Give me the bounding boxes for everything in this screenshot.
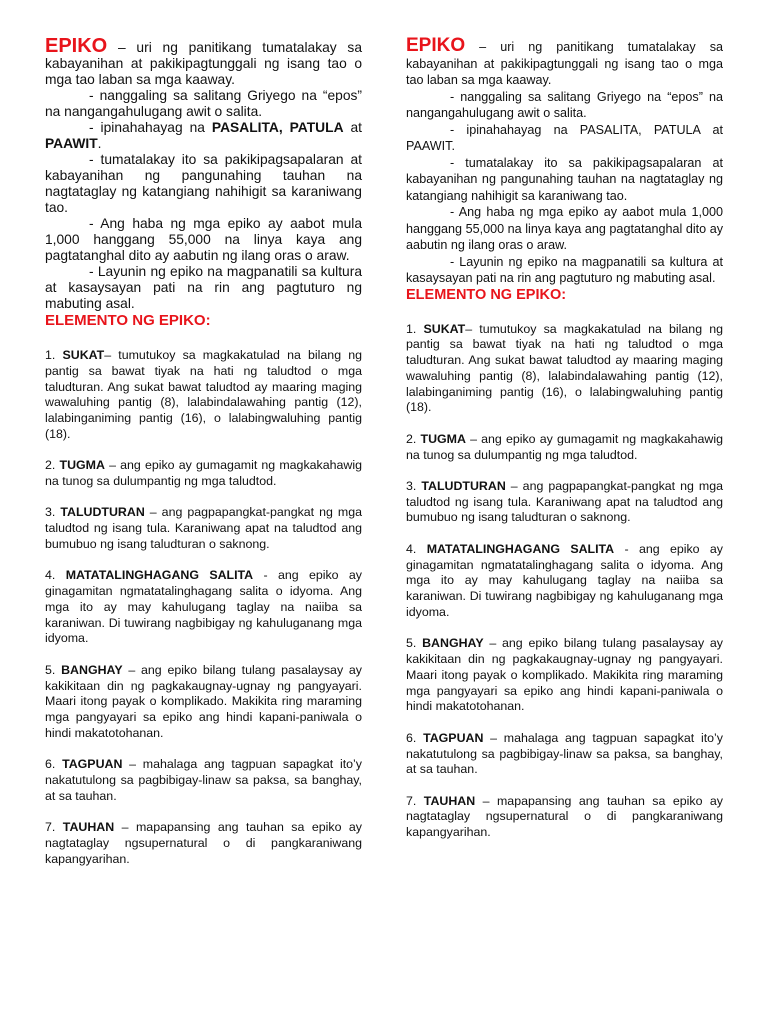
elements-list	[406, 322, 723, 842]
element-item-matatalinghagang-salita	[45, 568, 362, 647]
element-item-tagpuan	[45, 757, 362, 804]
element-term: TALUDTURAN	[421, 478, 506, 493]
element-number: 6.	[45, 757, 63, 772]
element-term: TAUHAN	[62, 820, 115, 835]
element-number: 5.	[45, 662, 62, 677]
element-number: 7.	[45, 820, 63, 835]
element-term: MATATALINGHAGANG SALITA	[65, 568, 254, 583]
element-number: 4.	[45, 568, 66, 583]
elements-heading: ELEMENTO NG EPIKO:	[406, 286, 567, 303]
epiko-definition-text: – uri ng panitikang tumatalakay sa kabayanihan at pakikipagtunggali ng isang tao o mga tao laban sa mga kaaway.	[406, 40, 723, 87]
epiko-length: - Ang haba ng mga epiko ay aabot mula 1,000 hanggang 55,000 na linya kaya ang pagtatanghal dito ay aabutin ng ilang oras o araw.	[45, 216, 362, 263]
element-number: 6.	[406, 730, 424, 745]
epiko-forms-period: .	[97, 136, 102, 151]
epiko-definition	[45, 35, 362, 88]
element-number: 5.	[406, 636, 423, 651]
epiko-title: EPIKO	[406, 35, 466, 56]
element-number: 3.	[45, 505, 61, 520]
element-number: 1.	[406, 321, 424, 336]
element-desc: – ang pagpapangkat-pangkat ng mga taludtod ng isang tula. Karaniwang apat na taludtod ang bumubuo ng isang taludturan o saknong.	[45, 505, 362, 551]
element-desc: – tumutukoy sa magkakatulad na bilang ng pantig sa bawat tiyak na hati ng taludtod o mga taludturan. Ang sukat bawat taludtod ay maaring maging wawaluhing pantig (8), lalabindalawahing pantig (12), lalabinganiming pantig (16), o lalabingwaluhing pantig (18).	[406, 321, 724, 415]
element-item-tagpuan	[406, 731, 723, 778]
element-desc: - ang epiko ay ginagamitan ngmatatalinghagang salita o idyoma. Ang mga ito ay may kahulugang taglay na naiiba sa karaniwan. Di tuwirang nagbibigay ng kahuluganang mga idyoma.	[406, 541, 724, 619]
element-desc: – mahalaga ang tagpuan sapagkat ito’y nakatutulong sa pagbibigay-linaw sa paksa, sa banghay, at sa tauhan.	[406, 730, 723, 777]
element-number: 3.	[406, 478, 422, 493]
element-desc: – ang epiko ay gumagamit ng magkakahawig na tunog sa dulumpantig ng mga taludtod.	[406, 431, 723, 462]
element-desc: – mahalaga ang tagpuan sapagkat ito’y nakatutulong sa pagbibigay-linaw sa paksa, sa banghay, at sa tauhan.	[45, 757, 362, 803]
element-item-tugma	[406, 432, 723, 464]
epiko-purpose: - Layunin ng epiko na magpanatili sa kultura at kasaysayan pati na rin ang pagtuturo ng mabuting asal.	[45, 264, 362, 311]
epiko-title: EPIKO	[45, 35, 108, 57]
epiko-definition-text: – uri ng panitikang tumatalakay sa kabayanihan at pakikipagtunggali ng isang tao o mga tao laban sa mga kaaway.	[45, 40, 362, 87]
element-term: MATATALINGHAGANG SALITA	[426, 541, 615, 556]
element-item-tauhan	[406, 794, 723, 841]
element-term: TALUDTURAN	[60, 505, 145, 520]
element-item-banghay	[406, 636, 723, 715]
epiko-theme: - tumatalakay ito sa pakikipagsapalaran at kabayanihan ng pangunahing tauhan na nagtataglay ng katangiang nahihigit sa karaniwang tao.	[45, 152, 362, 215]
elements-list	[45, 348, 362, 868]
element-item-taludturan	[406, 479, 723, 526]
element-number: 7.	[406, 793, 424, 808]
element-term: SUKAT	[62, 348, 105, 362]
element-desc: - ang epiko ay ginagamitan ngmatatalinghagang salita o idyoma. Ang mga ito ay may kahulugang taglay na naiiba sa karaniwan. Di tuwirang nagbibigay ng kahuluganang mga idyoma.	[45, 568, 363, 646]
element-item-sukat	[406, 322, 723, 417]
element-desc: – mapapansing ang tauhan sa epiko ay nagtataglay ngsupernatural o di pangkaraniwang kapangyarihan.	[45, 820, 362, 866]
element-desc: – ang epiko bilang tulang pasalaysay ay kakikitaan din ng pagkakaugnay-ugnay ng pangyayari. Maari itong payak o komplikado. Makikita ring maraming mga pangyayari sa epiko ang hindi kapani-paniwala o hindi makatotohanan.	[406, 636, 723, 714]
element-term: BANGHAY	[61, 662, 123, 677]
element-item-matatalinghagang-salita	[406, 542, 723, 621]
element-desc: – ang epiko bilang tulang pasalaysay ay kakikitaan din ng pagkakaugnay-ugnay ng pangyayari. Maari itong payak o komplikado. Makikita ring maraming mga pangyayari sa epiko ang hindi kapani-paniwala o hindi makatotohanan.	[45, 662, 362, 740]
element-number: 1.	[45, 348, 63, 362]
element-item-taludturan	[45, 505, 362, 552]
epiko-purpose: - Layunin ng epiko na magpanatili sa kultura at kasaysayan pati na rin ang pagtuturo ng mabuting asal.	[406, 254, 723, 285]
right-intro	[406, 35, 723, 287]
element-desc: – ang epiko ay gumagamit ng magkakahawig na tunog sa dulumpantig ng mga taludtod.	[45, 458, 362, 489]
epiko-forms: - ipinahahayag na PASALITA, PATULA at PAAWIT.	[406, 122, 723, 153]
element-item-tugma	[45, 458, 362, 490]
element-item-sukat	[45, 348, 362, 443]
epiko-origin: - nanggaling sa salitang Griyego na “epos” na nangangahulugang awit o salita.	[45, 88, 362, 119]
element-item-tauhan	[45, 820, 362, 867]
element-term: TAGPUAN	[423, 730, 484, 745]
element-term: TUGMA	[59, 458, 105, 473]
element-term: TAGPUAN	[62, 757, 123, 772]
epiko-forms	[45, 120, 362, 152]
epiko-forms-and: at	[343, 120, 362, 135]
element-number: 2.	[45, 458, 60, 473]
element-number: 2.	[406, 431, 421, 446]
left-column	[45, 35, 363, 868]
element-item-banghay	[45, 663, 362, 742]
elements-heading: ELEMENTO NG EPIKO:	[45, 312, 211, 329]
epiko-origin: - nanggaling sa salitang Griyego na “epos” na nangangahulugang awit o salita.	[406, 89, 723, 120]
element-term: BANGHAY	[422, 636, 484, 651]
epiko-forms-bold: PASALITA, PATULA	[211, 120, 344, 135]
epiko-forms-prefix: - ipinahahayag na	[89, 120, 212, 135]
element-desc: – tumutukoy sa magkakatulad na bilang ng pantig sa bawat tiyak na hati ng taludtod o mga taludturan. Ang sukat bawat taludtod ay maaring maging wawaluhing pantig (8), lalabindalawahing pantig (12), lalabinganiming pantig (16), o lalabingwaluhing pantig (18).	[45, 348, 363, 441]
element-term: SUKAT	[423, 321, 466, 336]
right-column	[406, 35, 724, 841]
element-number: 4.	[406, 541, 427, 556]
left-intro	[45, 35, 362, 312]
epiko-forms-last: PAAWIT	[45, 136, 98, 151]
epiko-theme: - tumatalakay ito sa pakikipagsapalaran at kabayanihan ng pangunahing tauhan na nagtataglay ng katangiang nahihigit sa karaniwang tao.	[406, 155, 723, 203]
epiko-length: - Ang haba ng mga epiko ay aabot mula 1,000 hanggang 55,000 na linya kaya ang pagtatanghal dito ay aabutin ng ilang oras o araw.	[406, 205, 723, 252]
element-term: TUGMA	[420, 431, 466, 446]
element-desc: – ang pagpapangkat-pangkat ng mga taludtod ng isang tula. Karaniwang apat na taludtod ang bumubuo ng isang taludturan o saknong.	[406, 478, 723, 525]
element-desc: – mapapansing ang tauhan sa epiko ay nagtataglay ngsupernatural o di pangkaraniwang kapangyarihan.	[406, 793, 723, 840]
element-term: TAUHAN	[423, 793, 476, 808]
epiko-definition	[406, 35, 723, 89]
